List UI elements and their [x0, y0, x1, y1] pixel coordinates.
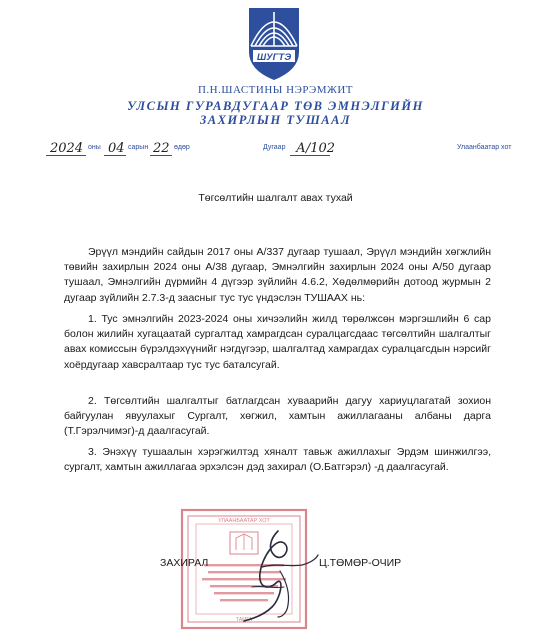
- date-month: 04: [108, 141, 125, 156]
- clause-1-paragraph: 1. Тус эмнэлгийн 2023-2024 оны хичээлийн жилд төрөлжсөн мэргэшлийн 6 сар болон жилийн хугацаатай сургалтад хамрагдсан суралцагсдаас төгсөлтийн шалгалтыг авах комиссын бүрэлдэхүүнийг нэгдүгээр, шалгалтад хамрагдах суралцагсдын нэрсийг хоёрдугаар хавсралтаар тус тус баталсугай.: [64, 313, 491, 371]
- order-number-label: Дугаар: [263, 144, 286, 151]
- date-day: 22: [153, 141, 170, 156]
- hospital-logo-icon: [245, 6, 303, 82]
- signer-name: Ц.ТӨМӨР-ОЧИР: [319, 557, 402, 569]
- order-number: А/102: [296, 141, 336, 156]
- day-label: өдөр: [174, 144, 190, 151]
- stamp-top-text: УЛААНБААТАР ХОТ: [218, 518, 270, 524]
- org-name-line2: УЛСЫН ГУРАВДУГААР ТӨВ ЭМНЭЛГИЙН: [127, 99, 424, 113]
- order-type-title: ЗАХИРЛЫН ТУШААЛ: [199, 113, 352, 127]
- stamp-bottom-text: ТАМГА: [235, 617, 253, 623]
- clause-2-paragraph: 2. Төгсөлтийн шалгалтыг батлагдсан хуваарийн дагуу хариуцлагатай зохион байгуулан явуулахыг Сургалт, хөгжил, хамтын ажиллагааны албаны дарга (Т.Гэрэлчимэг)-д даалгасугай.: [64, 395, 491, 438]
- preamble-paragraph: Эрүүл мэндийн сайдын 2017 оны А/337 дугаар тушаал, Эрүүл мэндийн хөгжлийн төвийн захирлын 2024 оны А/38 дугаар, Эмнэлгийн захирлын 2024 оны А/50 дугаар тушаал, Эмнэлгийн дүрмийн 4 дүгээр зүйлийн 4.6.2, Хөдөлмөрийн дотоод журмын 2 дугаар зүйлийн 2.7.3-д заасныг тус тус үндэслэн ТУШААХ нь:: [64, 246, 491, 304]
- logo-text: ШУГТЭ: [256, 52, 292, 63]
- month-label: сарын: [128, 144, 149, 151]
- org-name-line1: П.Н.ШАСТИНЫ НЭРЭМЖИТ: [197, 84, 354, 96]
- signer-position: ЗАХИРАЛ: [160, 557, 209, 569]
- year-label: оны: [88, 144, 101, 151]
- director-signature: [232, 527, 322, 625]
- clause-3-paragraph: 3. Энэхүү тушаалын хэрэгжилтэд хяналт тавьж ажиллахыг Эрдэм шинжилгээ, сургалт, хамтын ажиллагаа эрхэлсэн дэд захирал (О.Батгэрэл) -д даалгасугай.: [64, 446, 491, 474]
- order-subject-title: Төгсөлтийн шалгалт авах тухай: [198, 192, 353, 204]
- city-label: Улаанбаатар хот: [457, 144, 512, 151]
- date-year: 2024: [50, 141, 84, 156]
